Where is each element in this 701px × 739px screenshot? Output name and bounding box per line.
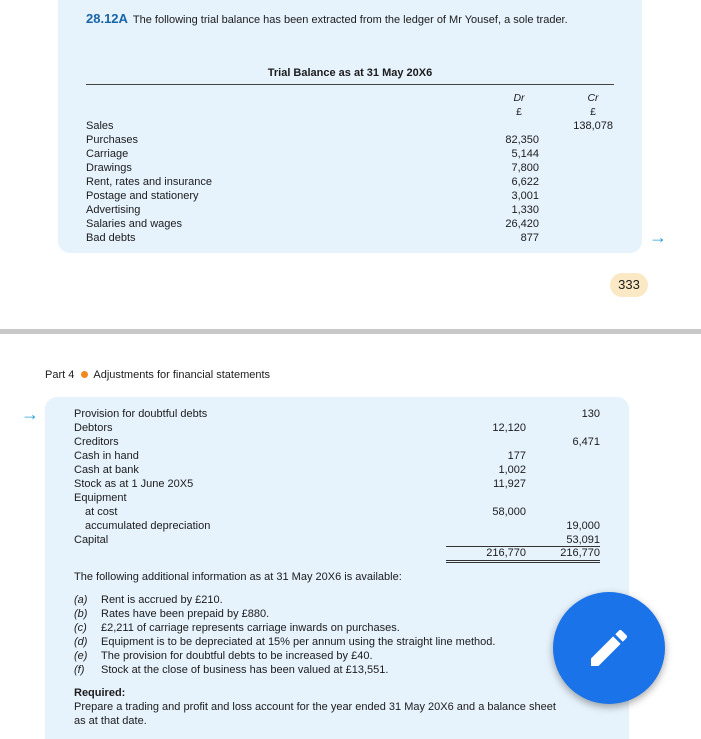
cr-value: 19,000 [566,520,600,532]
account-label: accumulated depreciation [85,520,211,532]
account-label: Bad debts [86,232,136,244]
exercise-intro [86,12,616,27]
table-row [0,449,701,463]
cr-column-header: Cr £ [587,92,599,118]
required-block [74,686,556,728]
item-text: Rent is accrued by £210. [101,594,223,606]
item-key: (b) [74,608,88,620]
dr-value: 6,622 [511,176,539,188]
table-row [0,119,701,133]
table-row [0,189,701,203]
cr-value: 53,091 [566,534,600,546]
item-key: (f) [74,664,85,676]
dr-value: 7,800 [511,162,539,174]
table-row [0,435,701,449]
item-text: £2,211 of carriage represents carriage inwards on purchases. [101,622,400,634]
dr-value: 177 [507,450,526,462]
table-row [0,491,701,505]
table-row [0,175,701,189]
dr-column-header: Dr £ [513,92,525,118]
info-list-item [74,607,269,621]
account-label: Drawings [86,162,132,174]
exercise-number: 28.12A [86,11,128,26]
account-label: Carriage [86,148,129,160]
totals-row [0,546,701,560]
table-row [0,133,701,147]
table-row [0,161,701,175]
edit-fab-button[interactable] [553,592,665,704]
info-list-item [74,593,223,607]
exercise-text: The following trial balance has been extracted from the ledger of Mr Yousef, a sole trader. [132,14,568,26]
dr-value: 1,002 [498,464,526,476]
item-text: Stock at the close of business has been valued at £13,551. [101,664,389,676]
continued-arrow-icon[interactable]: → [21,404,39,424]
account-label: Debtors [74,422,113,434]
title-rule [86,84,614,85]
part-label: Part 4 [45,369,75,381]
item-key: (a) [74,594,88,606]
required-heading: Required: [74,687,126,699]
total-dr: 216,770 [446,546,526,563]
account-label: Capital [74,534,109,546]
dr-value: 26,420 [505,218,539,230]
item-key: (d) [74,636,88,648]
dr-value: 82,350 [505,134,539,146]
dr-value: 1,330 [511,204,539,216]
table-row [0,519,701,533]
cr-value: 6,471 [572,436,600,448]
table-row [0,231,701,245]
item-key: (c) [74,622,87,634]
total-cr-rule [560,546,600,547]
additional-info-intro: The following additional information as at 31 May 20X6 is available: [74,571,402,583]
account-label: Advertising [86,204,141,216]
part-title: Adjustments for financial statements [93,369,271,381]
total-dr-rule [486,546,526,547]
info-list-item [74,635,495,649]
part-header [45,369,270,381]
dr-value: 11,927 [493,478,526,490]
bullet-dot-icon [81,371,88,378]
table-row [0,217,701,231]
pencil-icon [585,624,633,672]
trial-balance-title: Trial Balance as at 31 May 20X6 [267,67,433,79]
table-row [0,533,701,547]
dr-value: 877 [520,232,539,244]
account-label: Stock as at 1 June 20X5 [74,478,194,490]
table-row [0,477,701,491]
account-label: Rent, rates and insurance [86,176,212,188]
item-key: (e) [74,650,88,662]
account-label: Postage and stationery [86,190,199,202]
next-page-arrow-icon[interactable]: → [649,227,667,247]
table-row [0,463,701,477]
account-label: Creditors [74,436,119,448]
table-row [0,203,701,217]
required-line-1: Prepare a trading and profit and loss account for the year ended 31 May 20X6 and a balance sheet [74,701,556,713]
dr-value: 12,120 [492,422,526,434]
cr-value: 130 [581,408,600,420]
account-label: Cash at bank [74,464,139,476]
account-label: Salaries and wages [86,218,183,230]
required-line-2: as at that date. [74,715,147,727]
dr-value: 5,144 [511,148,539,160]
info-list-item [74,649,373,663]
table-row [0,404,701,424]
info-list-item [74,621,400,635]
account-label: at cost [85,506,118,518]
account-label: Sales [86,120,114,132]
account-label: Cash in hand [74,450,139,462]
table-row [0,147,701,161]
account-label: Purchases [86,134,138,146]
cr-value: 138,078 [573,120,613,132]
table-row [0,421,701,435]
total-cr: 216,770 [520,546,600,563]
dr-value: 3,001 [511,190,539,202]
dr-value: 58,000 [492,506,526,518]
item-text: Equipment is to be depreciated at 15% per annum using the straight line method. [101,636,496,648]
item-text: The provision for doubtful debts to be increased by £40. [101,650,373,662]
item-text: Rates have been prepaid by £880. [101,608,270,620]
table-row [0,505,701,519]
account-label: Equipment [74,492,127,504]
page-number-badge: 333 [610,273,648,297]
page-333 [0,0,701,330]
info-list-item [74,663,388,677]
account-label: Provision for doubtful debts [74,408,208,420]
